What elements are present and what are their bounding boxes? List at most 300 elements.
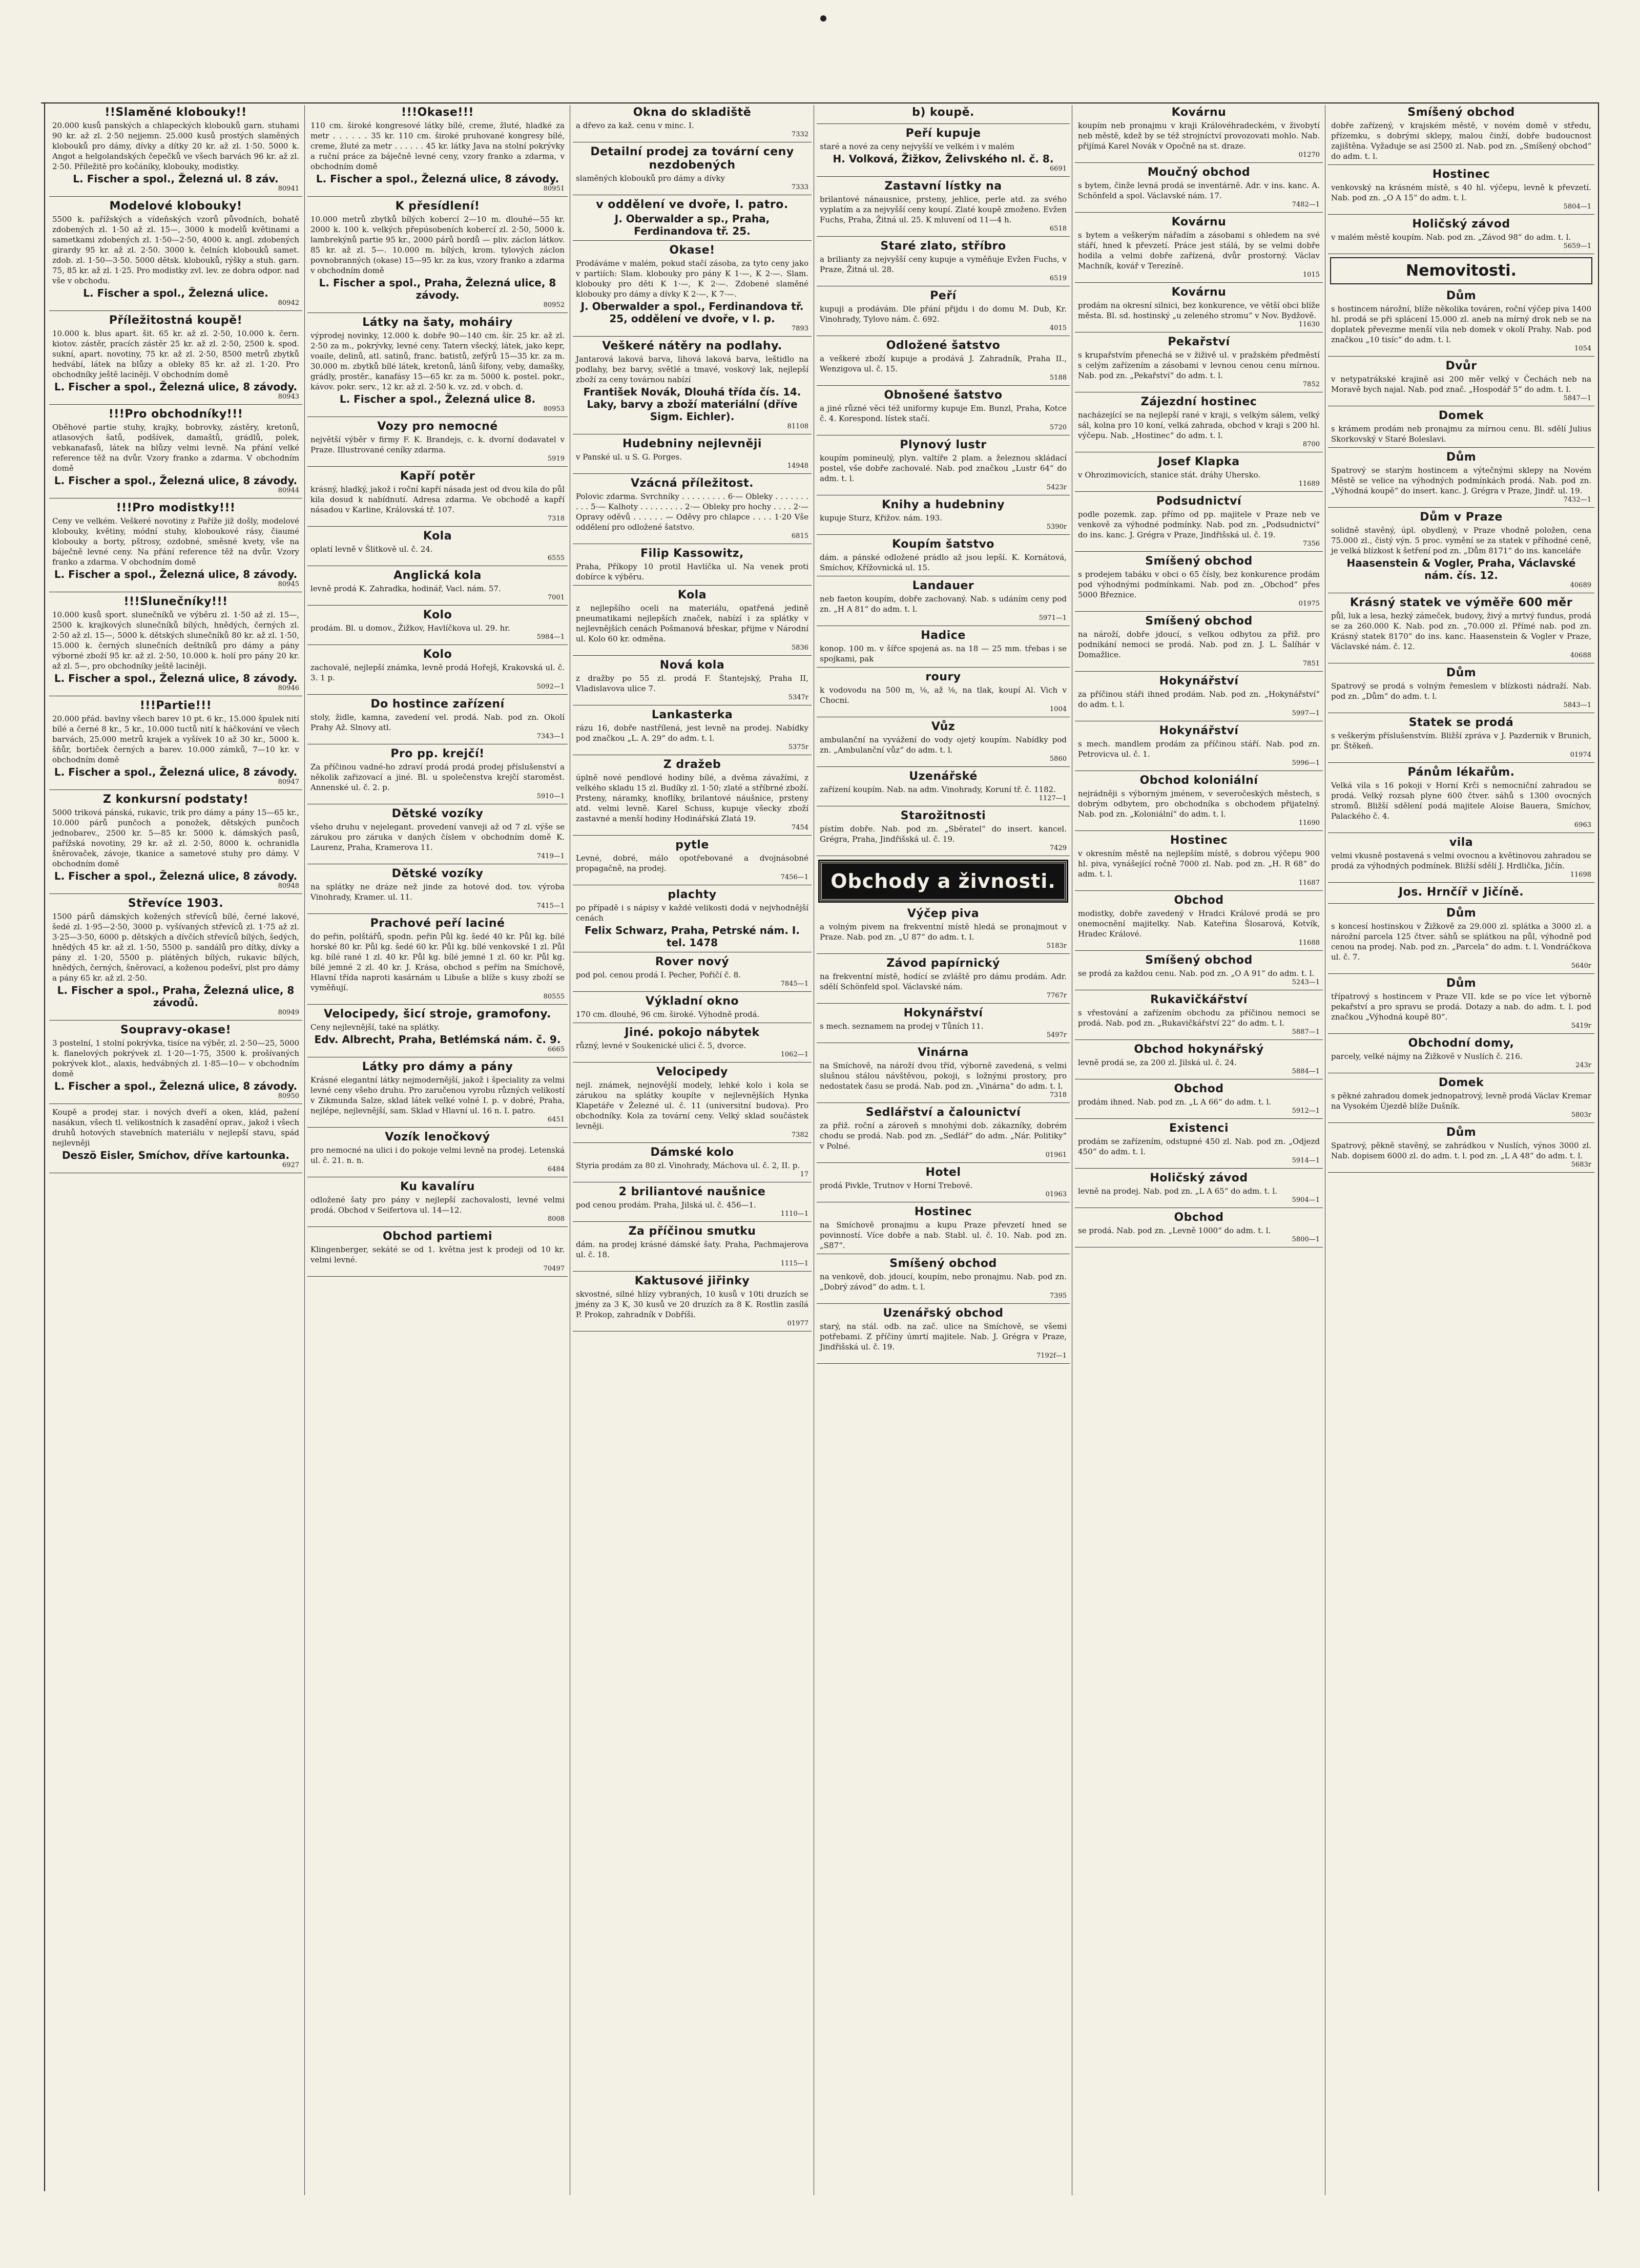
classified-ad [1328, 595, 1594, 663]
ad-reference-number: 5375r [788, 743, 808, 751]
ad-text: a veškeré zboží kupuje a prodává J. Zahradník, Praha II., Wenzigova ul. č. 15. [820, 354, 1067, 373]
ad-title: Dům [1446, 1126, 1477, 1139]
ad-title: Rover nový [655, 955, 730, 968]
ad-text: parcely, velké nájmy na Žižkově v Nuslích č. 216. [1331, 1052, 1523, 1061]
ad-title: Jiné. pokojo nábytek [625, 1026, 760, 1039]
ad-text: všeho druhu v nejelegant. provedení vanveji až od 7 zl. výše se zárukou pro záruka v daných číslem v obchodním domě K. Laurenz, Praha, Kramerova 11. [310, 822, 565, 852]
ad-reference-number: 7456—1 [780, 873, 808, 881]
ad-title: !!!Okase!!! [401, 106, 474, 119]
ad-title: Kaktusové jiřinky [634, 1275, 750, 1287]
ad-text: kupuji a prodávám. Dle přání přijdu i do domu M. Dub, Kr. Vinohrady, Tylovo nám. č. 692. [820, 304, 1067, 324]
ad-title: !!!Slunečníky!!! [123, 595, 228, 608]
ad-title: Dům v Praze [1420, 511, 1503, 524]
ad-text: na splátky ne dráze než jinde za hotové dod. tov. výroba Vinohrady, Kramer. ul. 11. [310, 882, 565, 902]
ad-title: Dům [1446, 977, 1477, 990]
ad-reference-number: 1062—1 [780, 1051, 808, 1058]
ad-reference-number: 17 [800, 1171, 808, 1178]
ad-title: Dětské vozíky [391, 807, 484, 820]
classified-ad [573, 1065, 812, 1143]
ad-text: 10.000 kusů sport. slunečníků ve výběru zl. 1·50 až zl. 15—, 2500 k. krajkových slunečníků bílých, hnědých, černých zl. 2·50 až zl. 15—, 5000 k. dětských slunečníků 80 kr. až zl. 1·50, 15.000 k. černých slunečních deštníků pro dámy a pány výborné zboží 95 kr. až zl. 2·50, 10.000 k. holí pro pány 20 kr. až zl. 5—, pro obchodníky ještě laciněji. [52, 610, 299, 671]
ad-title: Smíšený obchod [889, 1257, 997, 1270]
classified-ad [573, 838, 812, 885]
classified-ad [817, 1204, 1070, 1254]
classified-ad [307, 746, 568, 804]
ad-title: Smíšený obchod [1145, 615, 1253, 628]
ad-text: s krámem prodám neb pronajmu za mírnou cenu. Bl. sdělí Julius Skorkovský v Staré Boleslavi. [1331, 424, 1591, 444]
classified-ad [817, 1006, 1070, 1043]
ad-text: solidně stavěný, úpl. obydlený, v Praze vhodně položen, cena 75.000 zl., čistý výn. 5 proc. vymění se za statek v příhodné ceně, je velká blízkost k šetření pod zn. „Dům 8171“ do ins. kanceláře [1331, 526, 1591, 555]
ad-reference-number: 1004 [1049, 705, 1067, 713]
classified-ad [307, 1229, 568, 1277]
ad-title: Výčep piva [907, 907, 980, 920]
ad-title: Hokynářství [1159, 724, 1239, 737]
ad-title: Peří kupuje [905, 127, 981, 140]
classified-ad [573, 1274, 812, 1331]
right-rule [1598, 102, 1599, 2191]
ad-title: Za příčinou smutku [628, 1225, 756, 1238]
ad-firm-name: L. Fischer a spol., Praha, Železná ulice, 8 závody. [319, 277, 556, 301]
ad-title: Látky pro dámy a pány [362, 1060, 513, 1073]
ad-text: největší výběr v firmy F. K. Brandejs, c. k. dvorní dodavatel v Praze. Illustrované ceníky zdarma. [310, 435, 565, 454]
ad-title: Podsudnictví [1156, 495, 1242, 508]
ad-firm-name: H. Volková, Žižkov, Želivského nl. č. 8. [833, 153, 1054, 165]
ad-reference-number: 80949 [278, 1009, 299, 1016]
ad-reference-number: 1115—1 [780, 1260, 808, 1267]
ad-title: Pro pp. krejčí! [390, 747, 485, 760]
classified-ad [817, 438, 1070, 495]
classified-ad [817, 239, 1070, 286]
ad-reference-number: 5800—1 [1292, 1236, 1320, 1243]
classified-ad [307, 529, 568, 566]
ad-reference-number: 6927 [282, 1161, 299, 1169]
ad-reference-number: 5183r [1046, 942, 1067, 950]
ad-reference-number: 5804—1 [1563, 203, 1591, 211]
classified-ad [1328, 885, 1594, 904]
section-banner: Obchody a živnosti. [820, 861, 1067, 901]
ad-reference-number: 5984—1 [536, 633, 565, 641]
ad-title: Holičský závod [1412, 218, 1510, 231]
classified-ad [1075, 1171, 1323, 1208]
ad-title: Peří [930, 289, 957, 302]
ad-title: Hostinec [914, 1205, 972, 1218]
ad-text: v okresním městě na nejlepším místě, s dobrou výčepu 900 hl. piva, vynášející ročně 7000 zl. Nab. pod zn. „H. R 68“ do adm. t. l. [1078, 849, 1320, 879]
ad-title: Velocipedy [656, 1066, 728, 1078]
ad-text: Ceny nejlevnější, také na splátky. [310, 1023, 440, 1032]
classified-ad [49, 896, 302, 1021]
classified-ad [817, 578, 1070, 626]
classified-ad [817, 906, 1070, 954]
ad-reference-number: 7356 [1302, 540, 1320, 548]
ad-reference-number: 5720 [1049, 424, 1067, 431]
classified-ad [307, 806, 568, 864]
ad-title: Soupravy-okase! [120, 1024, 232, 1036]
ad-text: Levné, dobré, málo opotřebované a dvojnásobné propagačně, na prodej. [576, 854, 808, 873]
ad-text: s mech. seznamem na prodej v Tůních 11. [820, 1022, 984, 1031]
classified-ad [307, 1059, 568, 1128]
ad-text: pod cenou prodám. Praha, Jilská ul. č. 456—1. [576, 1200, 756, 1210]
ad-reference-number: 5347r [788, 694, 808, 701]
ad-title: Hostinec [1170, 834, 1228, 847]
ad-text: velmi vkusně postavená s velmi ovocnou a květinovou zahradou se prodá za výhodných podmínek. Bližší sdělí J. Hrdlička, Jičín. [1331, 851, 1591, 870]
ad-reference-number: 5640r [1571, 962, 1591, 970]
ad-title: Rukavičkářství [1150, 993, 1248, 1006]
classified-ad [817, 338, 1070, 386]
ad-reference-number: 7192f—1 [1036, 1352, 1067, 1360]
classified-ad [1328, 167, 1594, 215]
classified-ad [49, 1106, 302, 1173]
classified-ad [1328, 665, 1594, 713]
ad-text: levně na prodej. Nab. pod zn. „L A 65“ do adm. t. l. [1078, 1187, 1278, 1196]
ad-firm-name: L. Fischer a spol., Praha, Železná ulice, 8 závodů. [57, 984, 295, 1009]
ad-reference-number: 6691 [1049, 165, 1067, 173]
ad-text: s pěkné zahradou domek jednopatrový, levně prodá Václav Kremar na Vysokém Újezdě blíže Dušník. [1331, 1091, 1591, 1111]
ad-firm-name: Deszö Eisler, Smíchov, dříve kartounka. [61, 1149, 290, 1161]
ad-title: Landauer [912, 579, 974, 592]
ad-text: stoly, židle, kamna, zavedení vel. prodá. Nab. pod zn. Okolí Prahy Až. Slnovy atl. [310, 713, 565, 732]
ad-title: vila [1449, 836, 1473, 849]
ad-title: Domek [1438, 1076, 1484, 1089]
ad-reference-number: 1127—1 [1039, 795, 1067, 802]
ad-text: odložené šaty pro pány v nejlepší zachovalosti, levné velmi prodá. Obchod v Seifertova ul. 14—12. [310, 1195, 565, 1215]
ad-text: Polovic zdarma. Svrchníky . . . . . . . . . 6·— Obleky . . . . . . . . . . 5·— Kalhoty . . . . . . . . . 2·— Obleky pro hochy . . . . 2·— Opravy oděvů . . . . . . — Oděvy pro chlapce . . . . 1·20 Vše oddělení pro odložené šatstvo. [576, 492, 808, 532]
classified-ad [573, 588, 812, 656]
ad-reference-number: 1054 [1574, 345, 1591, 352]
ad-title: Filip Kassowitz, [640, 547, 744, 560]
ad-text: s prodejem tabáku v obci o 65 čísly, bez konkurence prodám pod výhodnými podmínkami. Nab. pod zn. „Obchod“ přes 5000 Březnice. [1078, 570, 1320, 599]
ad-reference-number: 7893 [791, 325, 808, 332]
ad-firm-name: L. Fischer a spol., Železná ulice. [83, 287, 268, 299]
classified-ad [49, 792, 302, 894]
ad-text: z nejlepšího oceli na materiálu, opatřená jedině pneumatikami nejlepších značek, nabízí i za splátky v nejlevnějších cenách Pošmanová břeskar, přijme v Národní ul. Kolo 60 kr. odměna. [576, 604, 808, 643]
ad-firm-name: L. Fischer a spol., Železná ulice, 8 závody. [54, 672, 298, 684]
ad-title: Kovárnu [1171, 286, 1227, 299]
classified-ad [817, 1306, 1070, 1364]
ad-text: pro nemocné na ulici i do pokoje velmi levně na prodej. Letenská ul. č. 21. n. n. [310, 1146, 565, 1165]
ad-reference-number: 6451 [547, 1116, 565, 1123]
classified-ad [307, 866, 568, 914]
ad-text: dám. na prodej krásné dámské šaty. Praha, Pachmajerova ul. č. 18. [576, 1240, 808, 1259]
ad-firm-name: Haasenstein & Vogler, Praha, Václavské nám. čís. 12. [1346, 557, 1576, 581]
ad-title: Smíšený obchod [1407, 106, 1515, 119]
classified-ad [573, 197, 812, 241]
classified-ad [1075, 773, 1323, 831]
ad-reference-number: 5914—1 [1292, 1157, 1320, 1164]
ad-text: na nároží, dobře jdoucí, s velkou odbytou za přiž. pro podnikání nemoci se prodá. Nab. pod zn. J. L. Šalíhár v Domažlice. [1078, 630, 1320, 659]
ad-text: nacházející se na nejlepší rané v kraji, s velkým sálem, velký sál, kolna pro 10 koní, velká zahrada, obchod v kraji s 200 hl. výčepu. Nab. „Hostinec“ do adm. t. l. [1078, 410, 1320, 440]
ad-reference-number: 7851 [1302, 660, 1320, 668]
classified-ad [307, 419, 568, 467]
ad-text: modistky, dobře zavedený v Hradci Králové prodá se pro onemocnění majitelky. Nab. Kateřina Šlosarová, Kotvík, Hradec Králové. [1078, 909, 1320, 939]
ad-text: v malém městě koupím. Nab. pod zn. „Závod 98“ do adm. t. l. [1331, 233, 1571, 242]
ad-reference-number: 5092—1 [536, 683, 565, 691]
ad-text: s mech. mandlem prodám za příčinou stáří. Nab. pod zn. Petrovicva ul. č. 1. [1078, 739, 1320, 759]
ad-text: k vodovodu na 500 m, ⅛, až ⅛, na tlak, koupí Al. Vich v Chocni. [820, 685, 1067, 705]
ad-reference-number: 7454 [791, 824, 808, 831]
ad-text: Prodáváme v malém, pokud stačí zásoba, za tyto ceny jako v partiích: Slam. klobouky pro pány K 1·—, K 2·—. Slam. klobouky pro děti K 1·—, K 2·—. Zdobené slaměné klobouky pro dámy a dívky K 2·—, K 7·—. [576, 259, 808, 299]
ad-text: Styria prodám za 80 zl. Vinohrady, Máchova ul. č. 2, II. p. [576, 1161, 800, 1170]
classified-ad [1075, 1210, 1323, 1247]
ad-reference-number: 7767r [1046, 992, 1067, 1000]
classified-column [49, 105, 302, 2195]
ad-title: Výkladní okno [645, 995, 739, 1008]
classified-ad [49, 1023, 302, 1104]
ad-reference-number: 5860 [1049, 755, 1067, 763]
ad-title: !!Slaměné klobouky!! [105, 106, 247, 119]
ad-title: Hudebniny nejlevněji [622, 438, 762, 450]
ad-reference-number: 243r [1575, 1062, 1591, 1069]
ad-title: 2 briliantové naušnice [618, 1185, 766, 1198]
classified-ad [1075, 494, 1323, 552]
ad-reference-number: 5843—1 [1563, 701, 1591, 709]
ad-text: v netypatrákské krajině asi 200 měr velký v Čechách neb na Moravě bych najal. Nab. pod znač. „Hospodář 5“ do adm. t. l. [1331, 374, 1591, 394]
classified-ad [817, 769, 1070, 806]
ad-text: prodá Pivkle, Trutnov v Horní Trebově. [820, 1181, 973, 1190]
ad-title: Vozy pro nemocné [377, 420, 498, 433]
ad-title: Detailní prodej za tovární ceny nezdobených [590, 145, 794, 172]
classified-ad [1328, 510, 1594, 593]
classified-ad [1328, 715, 1594, 763]
ad-text: Koupě a prodej star. i nových dveří a oken, klád, pažení nasákun, všech tl. velikostních k zasadění oprav., jakož i všech druhů hotových stavebních materiálu v nejlepší stavu, spád nejlevněji [52, 1108, 299, 1148]
classified-ad [1075, 1081, 1323, 1119]
classified-ad [573, 887, 812, 952]
classified-ad [573, 1025, 812, 1063]
ad-reference-number: 80952 [543, 301, 565, 309]
classified-column [573, 105, 812, 2195]
ad-reference-number: 40689 [1570, 581, 1591, 589]
ad-reference-number: 1110—1 [780, 1210, 808, 1218]
ad-text: konop. 100 m. v šířce spojená as. na 18 — 25 mm. třebas i se spojkami, pak [820, 644, 1067, 663]
classified-ad [573, 1224, 812, 1272]
ad-title: Obchod [1174, 894, 1224, 907]
ad-reference-number: 5423r [1046, 484, 1067, 491]
ad-title: Kolo [423, 609, 452, 621]
ad-reference-number: 80944 [278, 487, 299, 494]
ad-reference-number: 5887—1 [1292, 1028, 1320, 1036]
classified-ad [1075, 674, 1323, 721]
ad-firm-name: L. Fischer a spol., Železná ul. 8 záv. [73, 173, 279, 185]
classified-ad [1328, 906, 1594, 974]
page-dot [820, 15, 826, 22]
ad-title: Odložené šatstvo [886, 339, 1001, 352]
ad-reference-number: 80950 [278, 1092, 299, 1100]
ad-text: brilantové nánausnice, prsteny, jehlice, perle atd. za svého vyplatím a za nejvyšší ceny koupí. Zlaté koupě zmoženo. Evžen Fuchs, Praha, Žitná ul. 25. K mluvení od 11—4 h. [820, 195, 1067, 224]
ad-reference-number: 80947 [278, 778, 299, 786]
classified-ad [817, 179, 1070, 237]
ad-firm-name: J. Oberwalder a spol., Ferdinandova tř. 25, oddělení ve dvoře, v I. p. [580, 300, 804, 325]
ad-text: nejl. známek, nejnovější modely, lehké kolo i kola se zárukou na splátky koupíte v nejlevnějších Hynka Klapetáře v Železné ul. č. 11 (universitní budova). Pro obchodníky. Kola za tovární ceny. Velký sklad součástek levněji. [576, 1080, 808, 1131]
ad-title: Vzácná příležitost. [631, 477, 754, 490]
ad-title: Pekařství [1168, 336, 1230, 348]
ad-reference-number: 5971—1 [1039, 614, 1067, 622]
ad-text: 5500 k. pařížských a vídeňských vzorů původních, bohatě zdobených zl. 1·50 až zl. 15—, 3000 k modelů květinami a sametkami zdobených zl. 1·50—2·50, 4000 k. angl. zdobených girardy 95 kr. až zl. 2·50. 3000 k. čelních klobouků samet. zdob. zl. 1·50—3·50. 5000 dětsk. klobouků, rýšky a stuh. garn. 75, 85 kr. až zl. 1·25. Pro modistky zvl. lev. ze dobra odpor. nad vše v obchodu. [52, 215, 299, 285]
ad-text: zachovalé, nejlepší známka, levně prodá Hořejš, Krakovská ul. č. 3. 1 p. [310, 663, 565, 682]
ad-text: Spatrový se prodá s volným řemeslem v blízkosti nádraží. Nab. pod zn. „Dům“ do adm. t. l. [1331, 681, 1591, 701]
ad-firm-name: L. Fischer a spol., Železná ulice, 8 závody. [54, 766, 298, 778]
ad-reference-number: 5847—1 [1563, 394, 1591, 402]
classified-ad [1328, 835, 1594, 883]
ad-text: 110 cm. široké kongresové látky bílé, creme, žluté, hladké za metr . . . . . . 35 kr. 110 cm. široké pruhované kongresy bílé, creme, žluté za metr . . . . . . 45 kr. látky Java na stolní pokrývky a ruční práce za báječně levné ceny, vzory franko a zdarma, v obchodním domě [310, 121, 565, 171]
classified-ad [817, 719, 1070, 767]
ad-reference-number: 4015 [1049, 324, 1067, 332]
ad-text: dobře zařízený, v krajském městě, v novém domě v středu, přízemku, s dobrými sklepy, malou činží, dobře budoucnost zajištěna. Vyžaduje se asi 2500 zl. Nab. pod zn. „Smíšený obchod“ do adm. t. l. [1331, 121, 1591, 161]
ad-title: Dům [1446, 289, 1477, 302]
ad-title: Dům [1446, 667, 1477, 679]
ad-text: venkovský na krásném místě, s 40 hl. výčepu, levně k převzetí. Nab. pod zn. „O A 15“ do adm. t. l. [1331, 183, 1591, 202]
ad-title: Z dražeb [663, 758, 721, 771]
ad-text: se prodá za každou cenu. Nab. pod zn. „O A 91“ do adm. t. l. [1078, 969, 1315, 978]
ad-text: různý, levné v Soukenické ulici č. 5, dvorce. [576, 1041, 746, 1050]
ad-text: prodám se zařízením, odstupné 450 zl. Nab. pod zn. „Odjezd 450“ do adm. t. l. [1078, 1137, 1320, 1156]
ad-text: s krupařstvím přenechá se v žiživě ul. v pražském předměstí s celým zařízením a zásobami v levnou cenou cenu mírnou. Nab. pod zn. „Pekařství“ do adm. t. l. [1078, 350, 1320, 380]
ad-text: s vřestování a zařízením obchodu za příčinou nemoci se prodá. Nab. pod zn. „Rukavičkářství 22“ do adm. t. l. [1078, 1008, 1320, 1028]
ad-text: a volným pivem na frekventní místě hledá se pronajmout v Praze. Nab. pod zn. „U 87“ do adm. t. l. [820, 922, 1067, 942]
ad-text: 3 postelní, 1 stolní pokrývka, tisíce na výběr, zl. 2·50—25, 5000 k. flanelových pokrývek zl. 1·20—1·75, 3500 k. prošívaných pokrývek klot., alaxis, hedvábných zl. 1·85—10— v obchodním domě [52, 1038, 299, 1078]
ad-reference-number: 5659—1 [1563, 242, 1591, 250]
ad-title: Koupím šatstvo [892, 538, 994, 551]
ad-reference-number: 6484 [547, 1166, 565, 1173]
classified-ad [573, 476, 812, 544]
ad-reference-number: 14948 [787, 462, 808, 470]
ad-title: Vůz [931, 720, 956, 733]
classified-ad [307, 697, 568, 744]
ad-title: Dům [1446, 451, 1477, 464]
ad-reference-number: 7382 [791, 1131, 808, 1139]
ad-reference-number: 5390r [1046, 523, 1067, 531]
ad-text: 170 cm. dlouhé, 96 cm. široké. Výhodně prodá. [576, 1010, 760, 1019]
ad-title: Knihy a hudebniny [882, 498, 1005, 511]
ad-title: Hokynářství [903, 1007, 983, 1019]
ad-reference-number: 7415—1 [536, 902, 565, 910]
ad-firm-name: J. Oberwalder a sp., Praha, Ferdinandova tř. 25. [614, 213, 770, 237]
ad-reference-number: 5497r [1046, 1031, 1067, 1039]
classified-ad [307, 647, 568, 695]
ad-text: a jiné různé věci též uniformy kupuje Em. Bunzl, Praha, Kotce č. 4. Korespond. lístek stačí. [820, 404, 1067, 423]
ad-reference-number: 01977 [787, 1320, 808, 1327]
ad-reference-number: 01963 [1045, 1191, 1067, 1198]
ad-text: v Panské ul. u S. G. Porges. [576, 452, 682, 462]
classified-ad [1328, 976, 1594, 1034]
ad-text: levně prodá K. Zahradka, hodinář, Vacl. nám. 57. [310, 584, 501, 593]
ad-title: Kovárnu [1171, 216, 1227, 228]
ad-text: prodám na okresní silnici, bez konkurence, ve větší obci blíže města. Bl. sd. hostinský „u zeleného stromu“ v Nov. Bydžově. [1078, 301, 1320, 320]
ad-reference-number: 6963 [1574, 821, 1591, 829]
ad-text: levně prodá se, za 200 zl. Jilská ul. č. 24. [1078, 1058, 1237, 1067]
ad-text: 20.000 kusů panských a chlapeckých klobouků garn. stuhami 90 kr. až zl. 2·50 nejjemn. 25.000 kusů prostých slaměných klobouků pro dámy, dívky a dítky 20 kr. až zl. 1·50. 5000 k. Angot a helgolandských čepečků ve všech barvách 96 kr. až zl. 2·50. Příležitě pro kočáníky, klobouky, modistky. [52, 121, 299, 171]
top-rule [41, 102, 1599, 103]
classified-ad [307, 469, 568, 527]
ad-title: Zájezdní hostinec [1140, 396, 1257, 408]
ad-title: Sedlářství a čalounictví [865, 1106, 1021, 1119]
ad-text: na frekventní místě, hodící se zvláště pro dámu prodám. Adr. sdělí Schönfeld spol. Václavské nám. [820, 972, 1067, 991]
classified-ad [49, 105, 302, 197]
classified-column [817, 105, 1070, 2195]
ad-reference-number: 80948 [278, 882, 299, 890]
ad-text: Krásné elegantní látky nejmodernější, jakož i špeciality za velmi levné ceny všeho druhu. Pro zaručenou vyrobu různých velikostí v Zikmunda Salze, sklad látek velké volné I. p. v dobré, Praha, nejlépe, nejlevnější, sam. Sklad v Hlavní ul. 16 n. I. patro. [310, 1075, 565, 1115]
ad-text: třípatrový s hostincem v Praze VII. kde se po více let výborně pekařství a pro spravu se prodá. Dotazy a nab. do adm. t. l. pod značkou „Výhodná koupě 80“. [1331, 992, 1591, 1022]
ad-title: Dvůr [1445, 360, 1477, 372]
ad-text: prodám ihned. Nab. pod zn. „L A 66“ do adm. t. l. [1078, 1097, 1272, 1107]
ad-reference-number: 5996—1 [1292, 759, 1320, 767]
classified-column [1075, 105, 1323, 2195]
ad-title: Obchod [1174, 1083, 1224, 1095]
classified-ad [1328, 765, 1594, 833]
ad-title: plachty [668, 888, 717, 901]
ad-title: Dětské vozíky [391, 867, 484, 880]
classified-ad [817, 1045, 1070, 1103]
classified-ad [1328, 450, 1594, 508]
ad-title: Kovárnu [1171, 106, 1227, 119]
classified-ad [307, 608, 568, 645]
classified-ad [817, 628, 1070, 668]
classified-ad [1075, 833, 1323, 891]
classified-ad [817, 808, 1070, 856]
ad-reference-number: 01961 [1045, 1151, 1067, 1159]
classified-ad [307, 105, 568, 197]
classified-ad [573, 954, 812, 992]
ad-title: Hostinec [1432, 168, 1490, 181]
section-heading: Nemovitosti. [1330, 257, 1592, 284]
ad-title: Hadice [921, 629, 966, 642]
classified-ad [307, 315, 568, 417]
ad-title: Modelové klobouky! [109, 200, 242, 213]
ad-text: slaměných klobouků pro dámy a dívky [576, 174, 725, 183]
ad-text: 10.000 k. blus apart. šit. 65 kr. až zl. 2·50, 10.000 k. čern. kiotov. zástěr, pracích zástěr 25 kr. až zl. 2·50, 2500 k. spod. sukní, apart. novotiny, 75 kr. až zl. 2·50, 8500 metrů zbytků hedvábí, látek na blůzy a obleky 85 kr. až zl. 1·20. Pro obchodníky ještě laciněji. V obchodním domě [52, 329, 299, 379]
classified-ad [1075, 992, 1323, 1040]
ad-reference-number: 8008 [547, 1215, 565, 1223]
ad-text: oplatí levně v Šlitkově ul. č. 24. [310, 545, 433, 554]
classified-ad [573, 708, 812, 755]
classified-ad [817, 670, 1070, 717]
classified-ad [573, 757, 812, 836]
ad-title: Moučný obchod [1147, 166, 1251, 179]
ad-title: Závod papírnický [886, 957, 1000, 970]
classified-ad [49, 313, 302, 405]
ad-text: zařízení koupím. Nab. na adm. Vinohrady, Koruní tř. č. 1182. [820, 785, 1056, 794]
ad-title: Ku kavalíru [400, 1180, 475, 1193]
ad-reference-number: 11687 [1298, 879, 1320, 887]
ad-title: Zastavní lístky na [884, 180, 1002, 193]
ad-reference-number: 11630 [1298, 321, 1320, 328]
ad-title: Statek se prodá [1408, 716, 1514, 729]
ad-reference-number: 5419r [1571, 1022, 1591, 1030]
classified-ad [1075, 165, 1323, 213]
classified-ad [1075, 215, 1323, 283]
classified-ad [1328, 217, 1594, 254]
ad-reference-number: 5910—1 [536, 793, 565, 800]
ad-reference-number: 80943 [278, 393, 299, 401]
ad-text: pod pol. cenou prodá I. Pecher, Pořičí č. 8. [576, 970, 741, 980]
ad-title: Obchod hokynářský [1134, 1043, 1264, 1056]
classified-column [1328, 105, 1594, 2195]
ad-title: Nová kola [659, 659, 725, 672]
classified-ad [573, 339, 812, 434]
classified-ad [307, 1130, 568, 1177]
ad-text: výprodej novinky, 12.000 k. dobře 90—140 cm. šír. 25 kr. až zl. 2·50 za m., pokrývky, levné ceny. Tatern všecký, látek, jako kepr, voaile, delinů, atl. satinů, franc. batistů, zefýrů 15—35 kr. za m. 30.000 m. zbytků bílé látek, kretonů, lánů šifony, veby, damašky, grádly, prostěr., kanafásy 15—65 kr. za m. 5000 k. postel. pokr., kávov. pokr. serv., 12 kr. až zl. 2·50 k. vz. zd. v obch. d. [310, 331, 565, 391]
ad-title: Domek [1438, 409, 1484, 422]
ad-reference-number: 6555 [547, 554, 565, 562]
ad-reference-number: 7318 [1049, 1091, 1067, 1099]
ad-text: prodám. Bl. u domov., Žižkov, Havlíčkova ul. 29. hr. [310, 623, 510, 633]
ad-reference-number: 5188 [1049, 374, 1067, 382]
ad-title: Lankasterka [651, 709, 733, 721]
ad-text: Jantarová laková barva, lihová laková barva, leštidlo na podlahy, bez barvy, světlé a tmavé, voskový lak, nejlepší zboží za ceny továrnou nabízí [576, 355, 808, 384]
classified-ad [1328, 288, 1594, 357]
ad-text: 1500 párů dámských kožených střevíců bílé, černé lakové, šedé zl. 1·95—2·50, 3000 p. vyšívaných střevíců zl. 1·75 až zl. 3·25—3·50, 6000 p. dětských a dívčích střevíců bílých, šedých, hnědých 45 kr. až zl. 1·50, 5500 p. sandálů pro dítky, dívky a pány zl. 1·20, 5500 p. plátěných bílých, rukavic bílých, hnědých, černých, šněrovací, a koženou podešví, plst pro dámy a pány 65 kr. až zl. 2·50. [52, 912, 299, 983]
ad-title: b) koupě. [912, 106, 974, 119]
classified-ad [817, 105, 1070, 124]
ad-title: !!!Pro modistky!!! [116, 502, 236, 514]
ad-title: v oddělení ve dvoře, I. patro. [596, 198, 788, 211]
